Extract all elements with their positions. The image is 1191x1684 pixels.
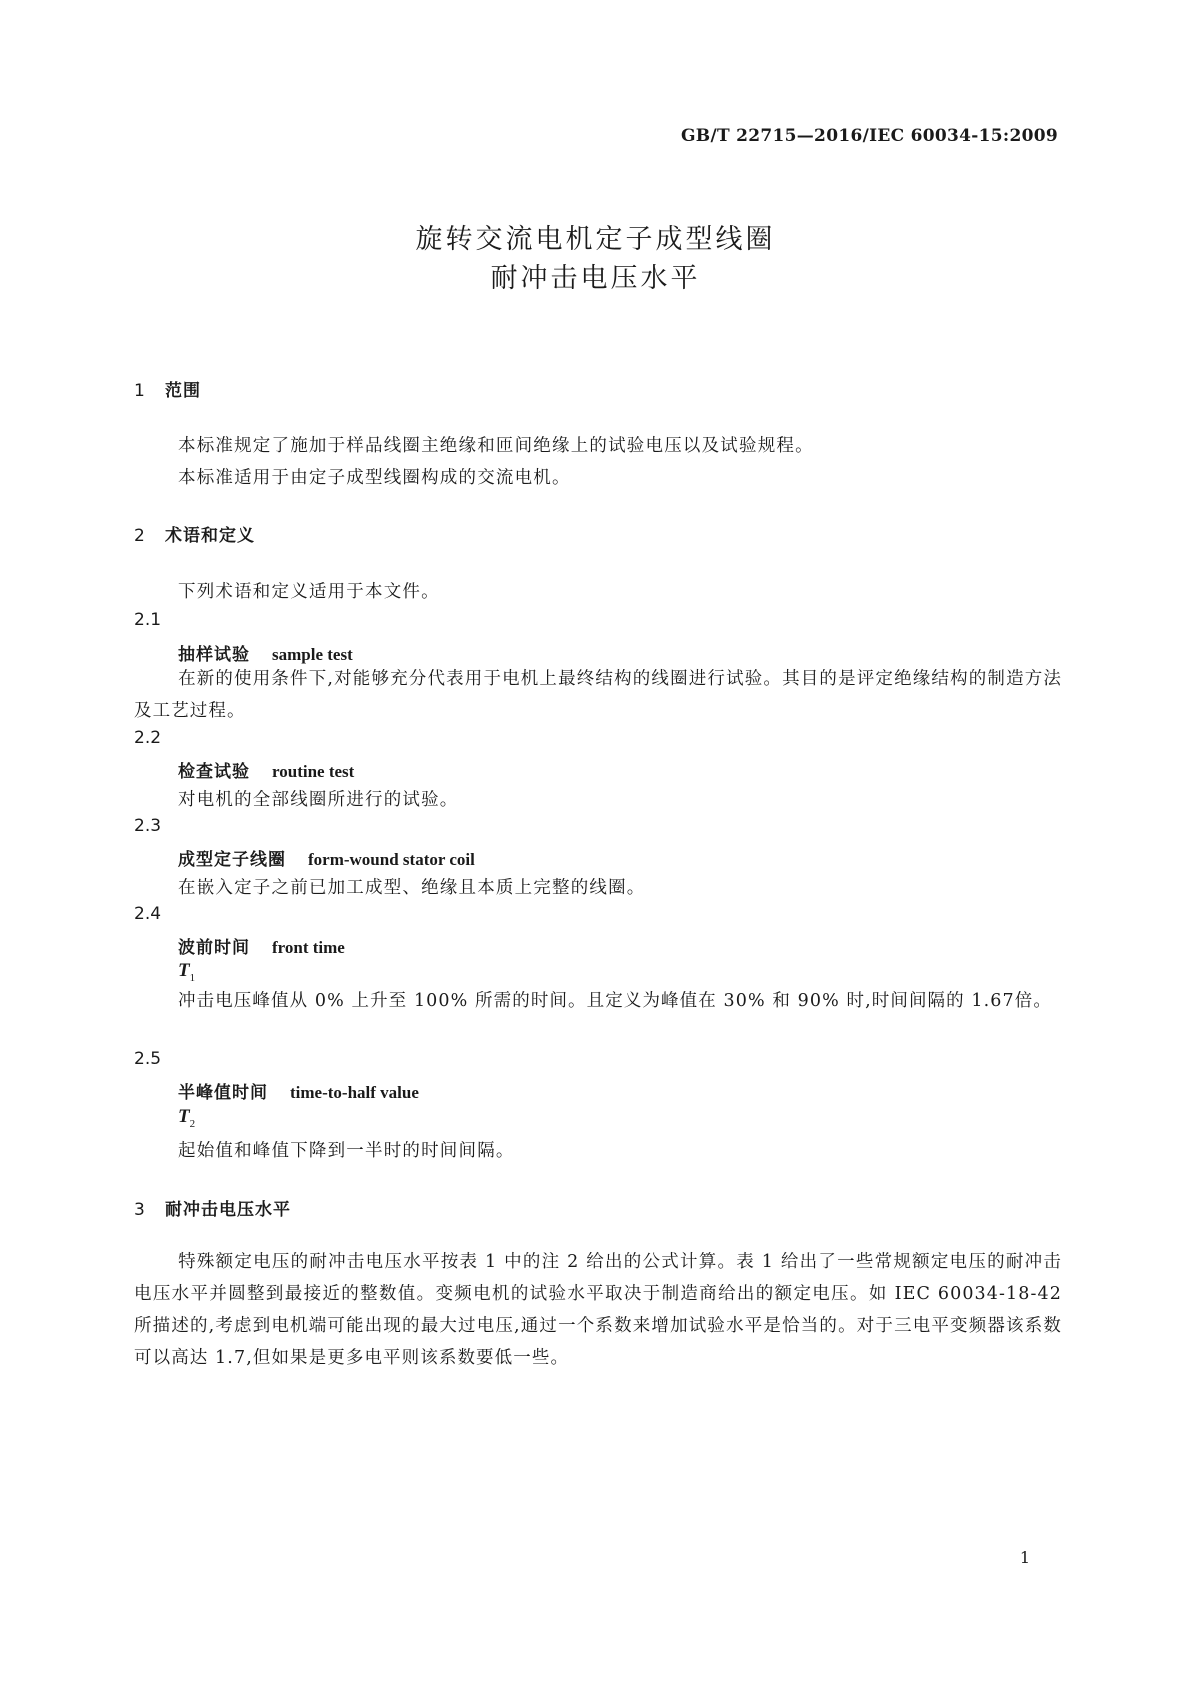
section-1-paragraph-2: 本标准适用于由定子成型线圈构成的交流电机。	[178, 468, 571, 488]
term-en: front time	[272, 938, 345, 957]
section-1-paragraph-1: 本标准规定了施加于样品线圈主绝缘和匝间绝缘上的试验电压以及试验规程。	[178, 436, 814, 456]
page-number: 1	[1019, 1548, 1030, 1567]
section-3-heading	[134, 1195, 291, 1220]
term-zh: 半峰值时间	[178, 1083, 268, 1103]
term-2-2	[178, 757, 354, 782]
symbol-t2: $T_2$	[178, 1106, 196, 1130]
document-title-line2: 耐冲击电压水平	[490, 263, 701, 294]
section-title: 范围	[165, 381, 201, 401]
section-2-heading	[134, 521, 255, 546]
clause-2-1-number: 2.1	[134, 610, 162, 630]
term-2-3	[178, 845, 475, 870]
clause-2-3-number: 2.3	[134, 816, 162, 836]
clause-2-5-number: 2.5	[134, 1049, 162, 1069]
section-1-heading	[134, 376, 201, 401]
section-3-paragraph: 特殊额定电压的耐冲击电压水平按表 1 中的注 2 给出的公式计算。表 1 给出了一些常规额定电压的耐冲击电压水平并圆整到最接近的整数值。变频电机的试验水平取决于制造商给出的额定电压。如 IEC 60034-18-42 所描述的,考虑到电机端可能出现的最大过电压,通过一个系数来增加试验水平是恰当的。对于三电平变频器该系数可以高达 1.7,但如果是更多电平则该系数要低一些。	[134, 1252, 1062, 1368]
clause-2-2-number: 2.2	[134, 728, 162, 748]
term-2-5	[178, 1078, 419, 1103]
section-title: 耐冲击电压水平	[165, 1200, 291, 1220]
section-number: 2	[134, 526, 145, 546]
section-2-intro: 下列术语和定义适用于本文件。	[178, 582, 440, 602]
term-zh: 抽样试验	[178, 645, 250, 665]
clause-2-4-number: 2.4	[134, 904, 162, 924]
document-title-line1: 旋转交流电机定子成型线圈	[415, 224, 776, 255]
term-2-2-definition: 对电机的全部线圈所进行的试验。	[178, 790, 459, 810]
term-2-4-definition: 冲击电压峰值从 0% 上升至 100% 所需的时间。且定义为峰值在 30% 和 90% 时,时间间隔的 1.67倍。	[178, 991, 1052, 1011]
term-zh: 检查试验	[178, 762, 250, 782]
standard-number-header: GB/T 22715—2016/IEC 60034-15:2009	[680, 126, 1058, 146]
term-2-4	[178, 933, 345, 958]
term-en: time-to-half value	[290, 1083, 419, 1102]
section-number: 3	[134, 1200, 145, 1220]
term-2-3-definition: 在嵌入定子之前已加工成型、绝缘且本质上完整的线圈。	[178, 878, 646, 898]
term-en: routine test	[272, 762, 355, 781]
term-zh: 波前时间	[178, 938, 250, 958]
term-2-1	[178, 640, 353, 665]
term-zh: 成型定子线圈	[178, 850, 286, 870]
term-en: sample test	[272, 645, 353, 664]
section-number: 1	[134, 381, 145, 401]
term-2-5-definition: 起始值和峰值下降到一半时的时间间隔。	[178, 1141, 515, 1161]
term-2-1-definition: 在新的使用条件下,对能够充分代表用于电机上最终结构的线圈进行试验。其目的是评定绝缘结构的制造方法及工艺过程。	[134, 669, 1062, 721]
term-en: form-wound stator coil	[308, 850, 475, 869]
symbol-t1: $T_1$	[178, 960, 196, 984]
section-title: 术语和定义	[165, 526, 255, 546]
